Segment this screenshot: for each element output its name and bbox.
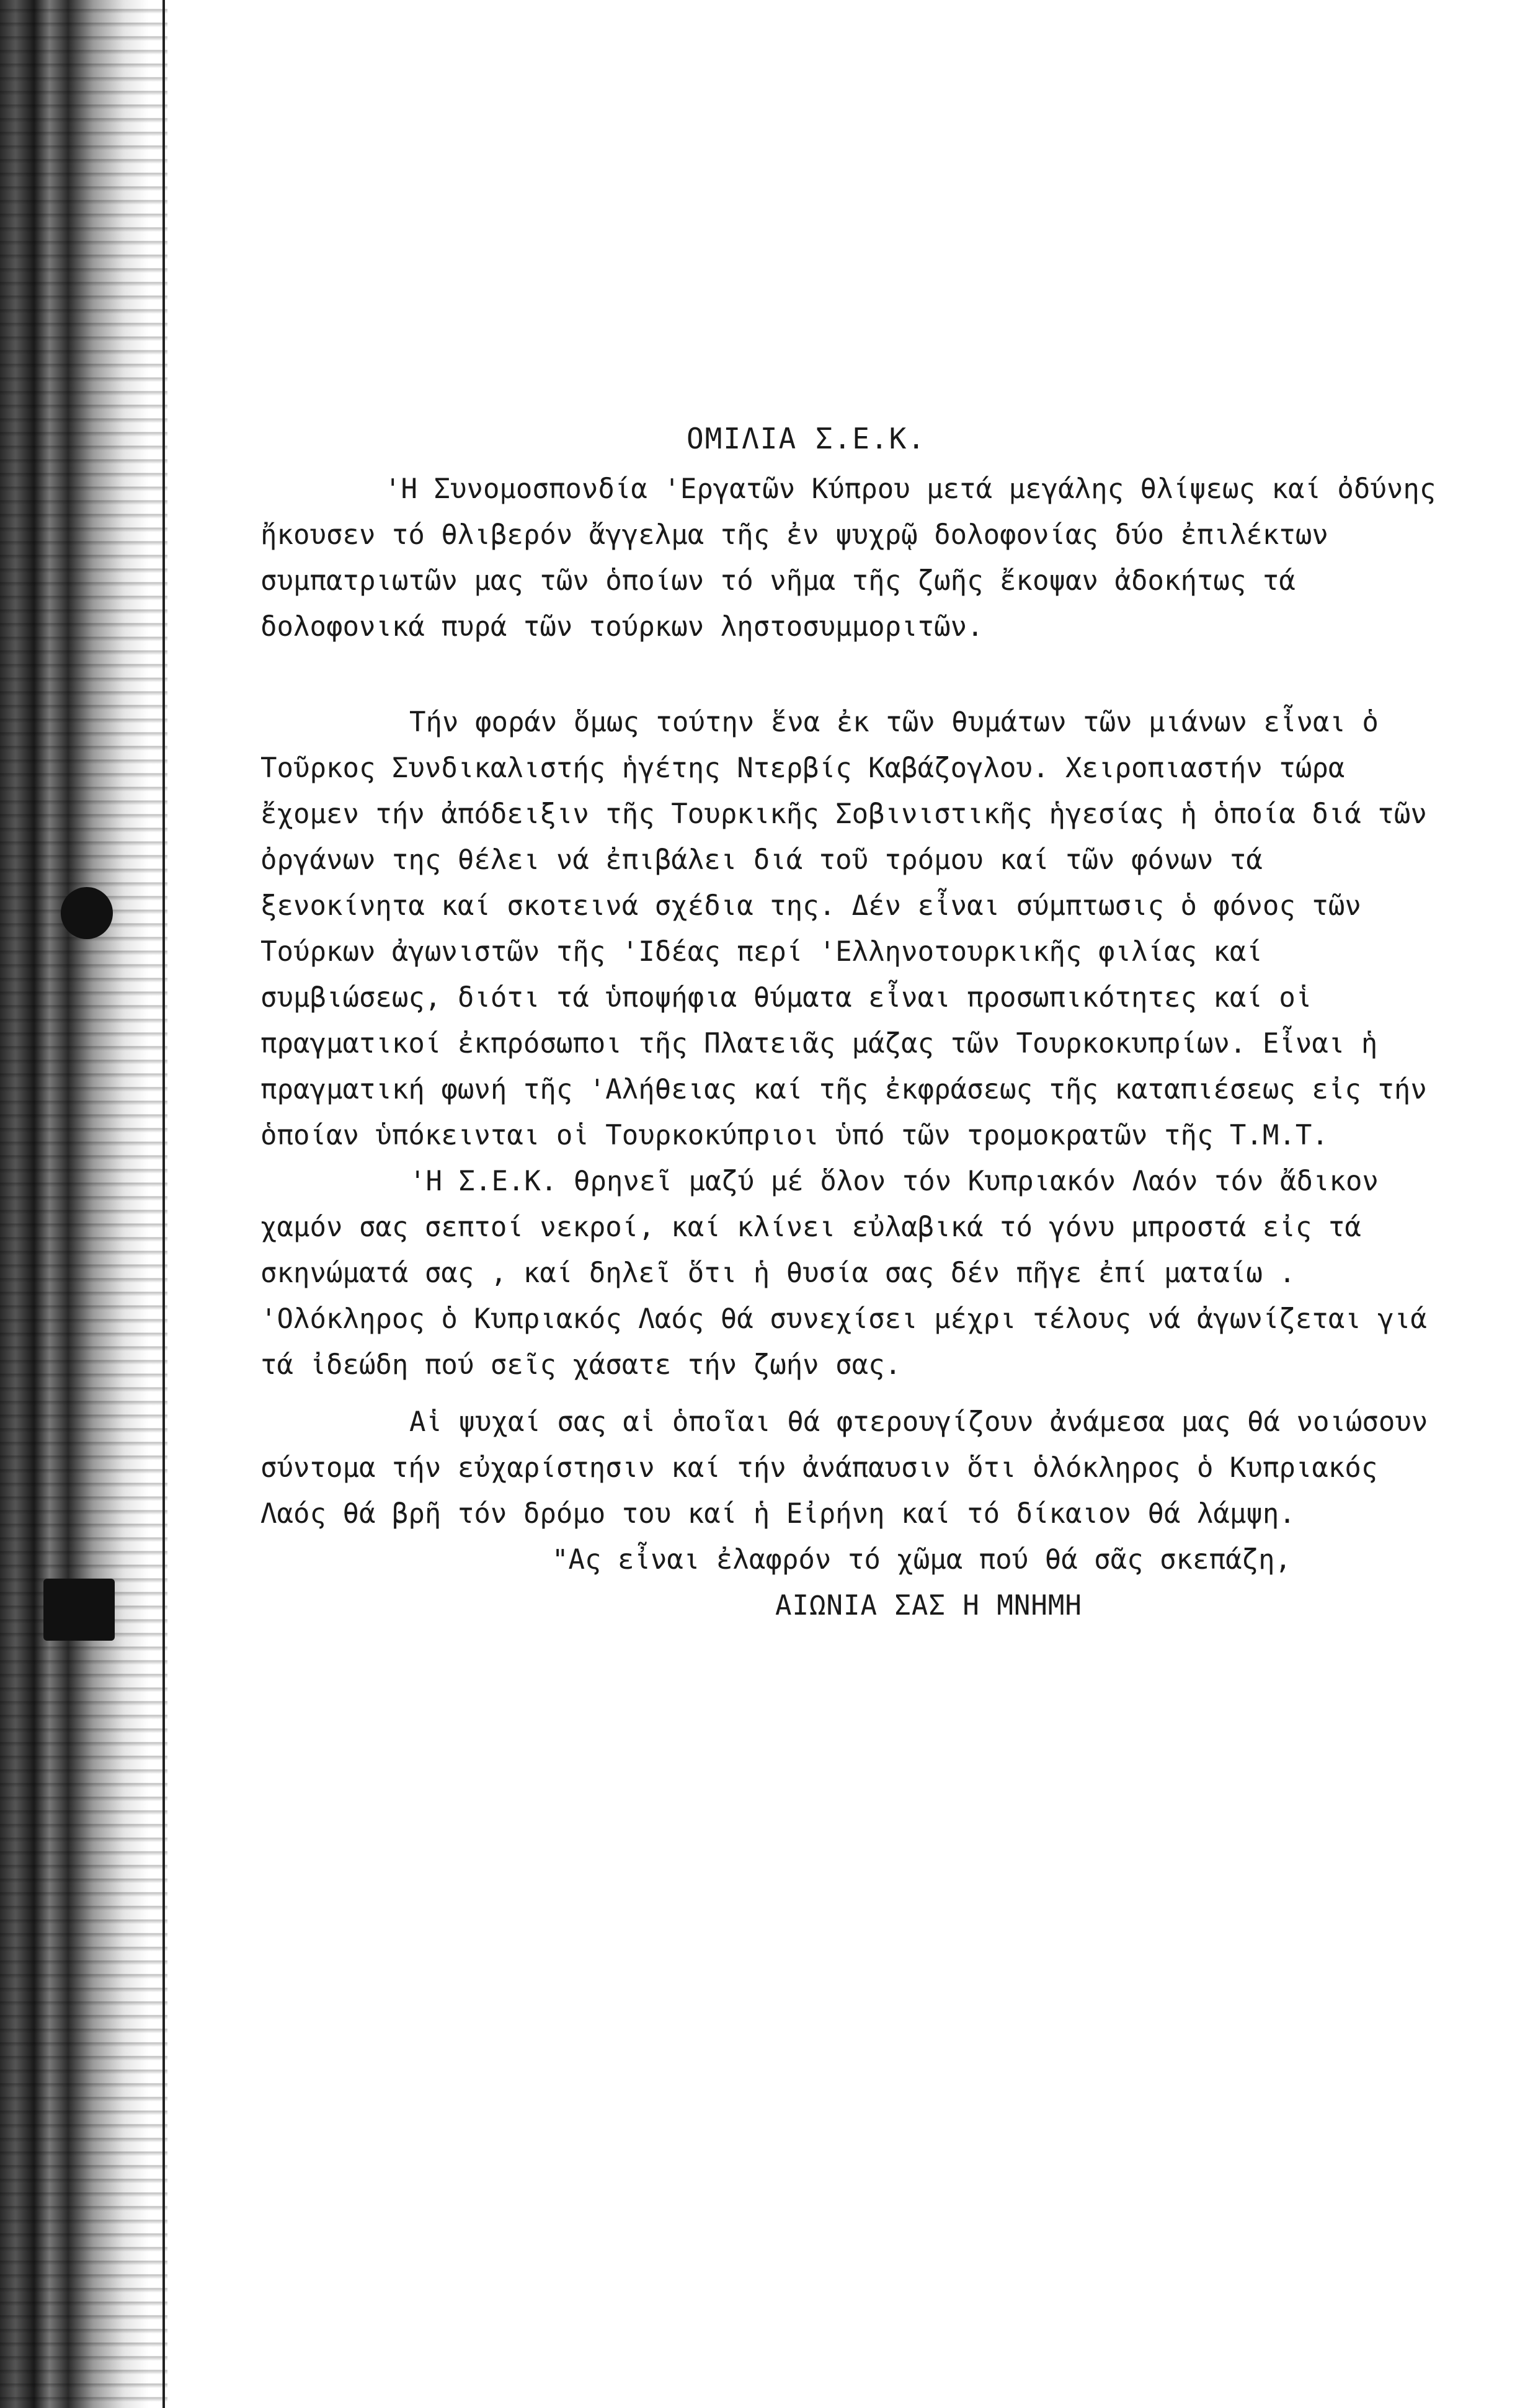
memory-line: ΑΙΩΝΙΑ ΣΑΣ Η ΜΝΗΜΗ — [775, 1590, 1082, 1621]
typed-page — [260, 422, 1452, 1629]
binder-clip-mark — [43, 1579, 115, 1641]
punch-hole — [61, 887, 113, 939]
closing-line: "Ας εἶναι ἐλαφρόν τό χῶμα πού θά σᾶς σκεπάζη, — [552, 1544, 1292, 1576]
paragraph-2: Τήν φοράν ὅμως τούτην ἕνα ἐκ τῶν θυμάτων τῶν μιάνων εἶναι ὁ Τοῦρκος Συνδικαλιστής ἡγέτης Ντερβίς Καβάζογλου. Χειροπιαστήν τώρα ἔχομεν τήν ἀπόδειξιν τῆς Τουρκικῆς Σοβινιστικῆς ἡγεσίας ἡ ὁποία διά τῶν ὀργάνων της θέλει νά ἐπιβάλει διά τοῦ τρόμου καί τῶν φόνων τά ξενοκίνητα καί σκοτεινά σχέδια της. Δέν εἶναι σύμπτωσις ὁ φόνος τῶν Τούρκων ἀγωνιστῶν τῆς 'Ιδέας περί 'Ελληνοτουρκικῆς φιλίας καί συμβιώσεως, διότι τά ὑποψήφια θύματα εἶναι προσωπικότητες καί οἱ πραγματικοί ἐκπρόσωποι τῆς Πλατειᾶς μάζας τῶν Τουρκοκυπρίων. Εἶναι ἡ πραγματική φωνή τῆς 'Αλήθειας καί τῆς ἐκφράσεως τῆς καταπιέσεως εἰς τήν ὁποίαν ὑπόκεινται οἱ Τουρκοκύπριοι ὑπό τῶν τρομοκρατῶν τῆς Τ.Μ.Τ. — [260, 707, 1444, 1151]
scan-binder-edge — [0, 0, 167, 2408]
scan-border-line — [162, 0, 165, 2408]
document-title: ΟΜΙΛΙΑ Σ.Ε.Κ. — [686, 422, 927, 455]
paragraph-4: Αἱ ψυχαί σας αἱ ὁποῖαι θά φτερουγίζουν ἀνάμεσα μας θά νοιώσουν σύντομα τήν εὐχαρίστησιν καί τήν ἀνάπαυσιν ὅτι ὁλόκληρος ὁ Κυπριακός Λαός θά βρῆ τόν δρόμο του καί ἡ Εἰρήνη καί τό δίκαιον θά λάμψη. — [260, 1406, 1444, 1530]
paragraph-3: 'Η Σ.Ε.Κ. θρηνεῖ μαζύ μέ ὅλον τόν Κυπριακόν Λαόν τόν ἄδικον χαμόν σας σεπτοί νεκροί, καί κλίνει εὐλαβικά τό γόνυ μπροστά εἰς τά σκηνώματά σας , καί δηλεῖ ὅτι ἡ θυσία σας δέν πῆγε ἐπί ματαίω . 'Ολόκληρος ὁ Κυπριακός Λαός θά συνεχίσει μέχρι τέλους νά ἀγωνίζεται γιά τά ἰδεώδη πού σεῖς χάσατε τήν ζωήν σας. — [260, 1166, 1444, 1381]
paragraph-1: 'Η Συνομοσπονδία 'Εργατῶν Κύπρου μετά μεγάλης θλίψεως καί ὀδύνης ἤκουσεν τό θλιβερόν ἄγγελμα τῆς ἐν ψυχρῷ δολοφονίας δύο ἐπιλέκτων συμπατριωτῶν μας τῶν ὁποίων τό νῆμα τῆς ζωῆς ἔκοψαν ἀδοκήτως τά δολοφονικά πυρά τῶν τούρκων ληστοσυμμοριτῶν. — [260, 473, 1452, 643]
